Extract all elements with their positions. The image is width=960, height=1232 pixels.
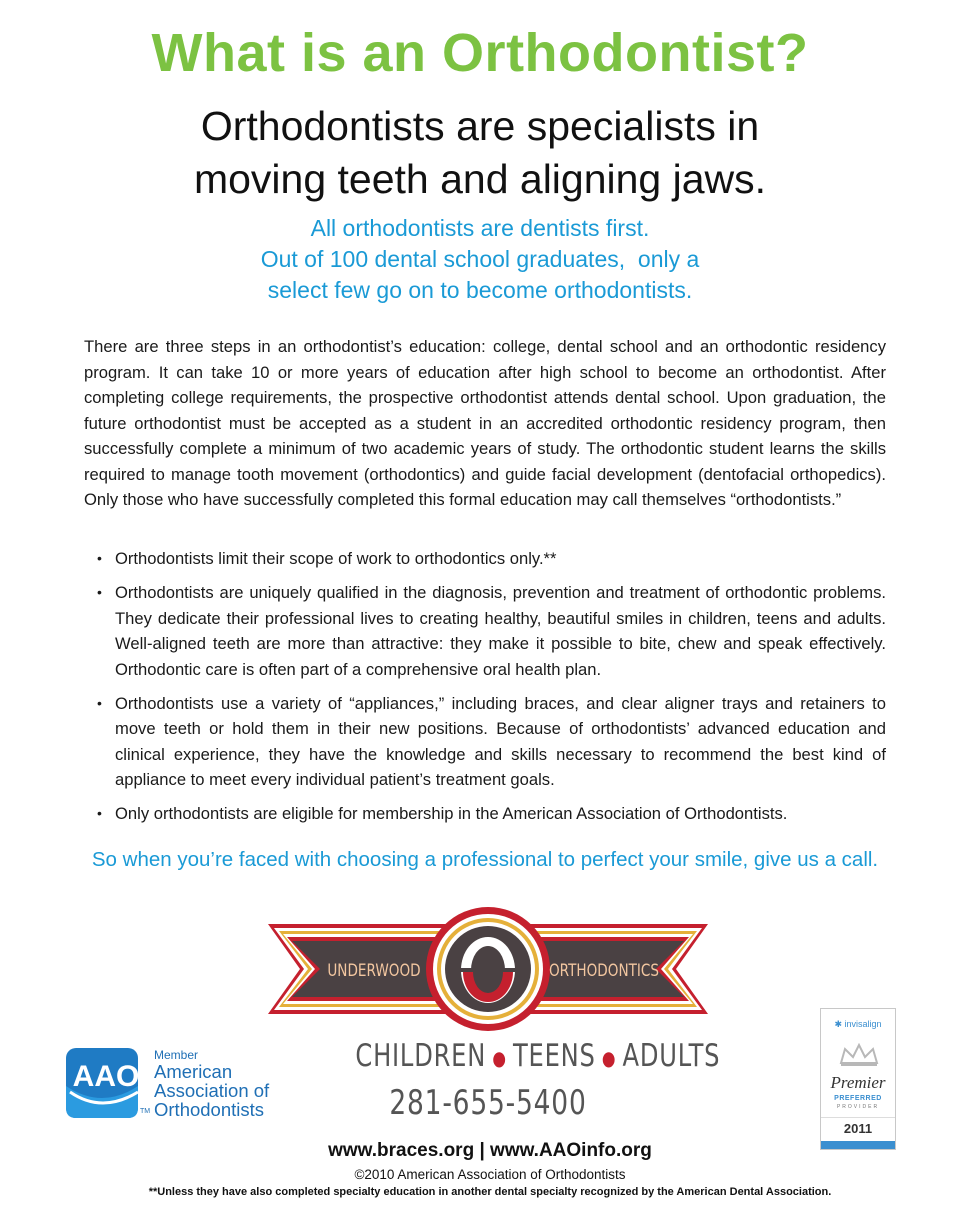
bullet-icon: • — [97, 584, 102, 600]
bullet-text: Orthodontists are uniquely qualified in the diagnosis, prevention and treatment of orthodontic problems. They dedicate their professional lives to creating healthy, beautiful smiles in children, teens and adults. Well-aligned teeth are more than attractive: they make it possible to bite, chew and speak effectively. Orthodontic care is often part of a comprehensive oral health plan. — [115, 583, 886, 679]
bullet-list — [84, 546, 886, 835]
practice-phone: 281-655-5400 — [389, 1083, 587, 1123]
website-links[interactable]: www.braces.org | www.AAOinfo.org — [328, 1140, 652, 1161]
tagline-teens: TEENS — [512, 1038, 596, 1074]
tagline-children: CHILDREN — [355, 1038, 487, 1074]
intro-line: select few go on to become orthodontists. — [267, 277, 693, 303]
intro-line: All orthodontists are dentists first. — [310, 215, 650, 241]
call-to-action: So when you’re faced with choosing a professional to perfect your smile, give us a call. — [91, 848, 879, 871]
badge-provider: PROVIDER — [836, 1104, 880, 1110]
bullet-icon: • — [97, 694, 102, 711]
logo-name-right: ORTHODONTICS — [548, 960, 660, 981]
separator-dot-icon: ● — [601, 1045, 617, 1070]
crown-icon — [837, 1043, 881, 1067]
aao-member-text — [154, 1048, 269, 1119]
bullet-icon: • — [97, 805, 102, 821]
page-title: What is an Orthodontist? — [151, 23, 809, 83]
list-item — [84, 691, 886, 793]
subtitle-line: Orthodontists are specialists in — [200, 103, 760, 149]
subtitle-line: moving teeth and aligning jaws. — [193, 156, 767, 202]
practice-logo — [266, 906, 710, 1032]
list-item — [84, 801, 886, 827]
aao-org-line: American — [154, 1061, 233, 1082]
list-item — [84, 580, 886, 682]
trademark-mark: TM — [140, 1108, 151, 1115]
bullet-text: Only orthodontists are eligible for membership in the American Association of Orthodontists. — [115, 804, 788, 823]
badge-year: 2011 — [821, 1117, 895, 1140]
aao-logo-text: AAO — [72, 1060, 140, 1093]
education-paragraph: There are three steps in an orthodontist’s education: college, dental school and an orthodontic residency program. It can take 10 or more years of education after high school to become an orthodontist. After completing college requirements, the prospective orthodontist attends dental school. Upon graduation, the future orthodontist must be accepted as a student in an accredited orthodontic residency program, then successfully complete a minimum of two academic years of study. The orthodontic student learns the skills required to manage tooth movement (orthodontics) and guide facial development (dentofacial orthopedics). Only those who have successfully completed this formal education may call themselves “orthodontists.” — [84, 337, 886, 509]
bullet-text: Orthodontists use a variety of “appliances,” including braces, and clear aligner trays and retainers to move teeth or hold them in their new positions. Because of orthodontists’ advanced education and clinical experience, they have the knowledge and skills necessary to recommend the best kind of appliance to meet every individual patient’s treatment goals. — [115, 693, 886, 789]
logo-name-left: UNDERWOOD — [327, 960, 421, 981]
badge-premier: Premier — [830, 1073, 886, 1092]
aao-org-line: Orthodontists — [154, 1099, 265, 1120]
practice-tagline — [355, 1038, 721, 1074]
separator-dot-icon: ● — [492, 1045, 507, 1070]
aao-logo-icon — [66, 1048, 150, 1120]
aao-org-line: Association of — [154, 1080, 270, 1101]
invisalign-brand-text: invisalign — [844, 1019, 882, 1029]
invisalign-badge — [820, 1008, 896, 1150]
intro-text — [200, 213, 760, 306]
intro-line: Out of 100 dental school graduates, only a — [260, 246, 700, 272]
invisalign-brand — [821, 1019, 895, 1030]
page-subtitle — [180, 100, 780, 206]
bullet-icon: • — [97, 550, 102, 566]
footnote: **Unless they have also completed specialty education in another dental specialty recognized by the American Dental Association. — [148, 1186, 832, 1198]
list-item — [84, 546, 886, 572]
bullet-text: Orthodontists limit their scope of work to orthodontics only.** — [115, 549, 557, 568]
badge-preferred: PREFERRED — [834, 1095, 882, 1102]
asterisk-icon: ✱ — [834, 1019, 845, 1029]
copyright-notice: ©2010 American Association of Orthodontists — [354, 1167, 626, 1182]
tagline-adults: ADULTS — [622, 1038, 721, 1074]
aao-member-label: Member — [154, 1048, 199, 1062]
